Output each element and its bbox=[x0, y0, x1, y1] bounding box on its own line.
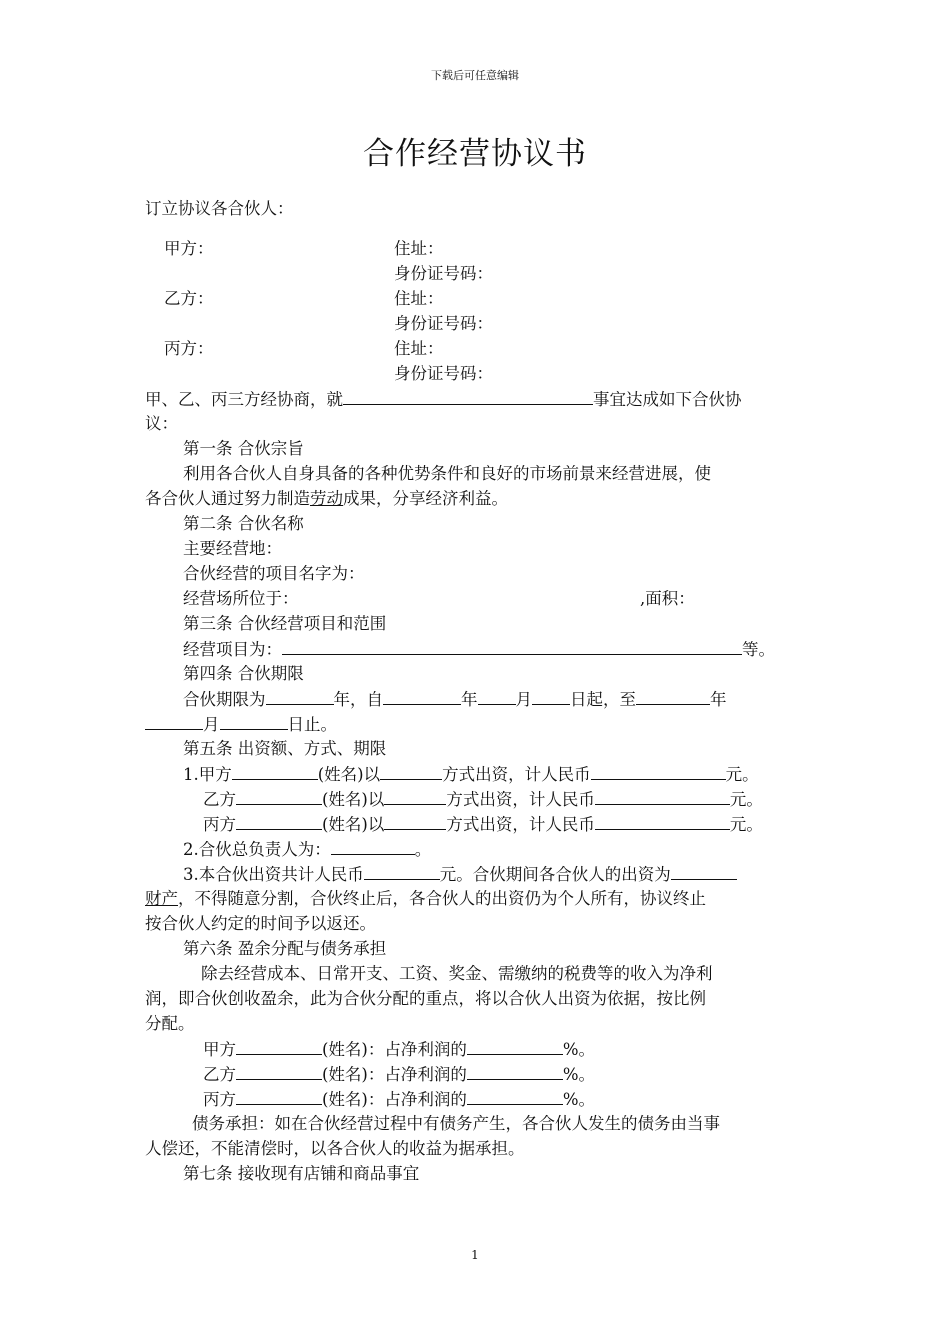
capital-nature-blank[interactable] bbox=[671, 863, 737, 880]
term-text-f: 年 bbox=[710, 690, 727, 709]
article-1-line-2 bbox=[145, 488, 508, 510]
preamble-text-b: 事宜达成如下合伙协 bbox=[593, 390, 742, 409]
party-c-label: 丙方： bbox=[164, 339, 214, 358]
party-a-label: 甲方： bbox=[164, 239, 214, 258]
term-line-1 bbox=[183, 688, 727, 711]
contribution-prefix: 1.甲方 bbox=[183, 765, 232, 784]
property-link[interactable]: 财产 bbox=[145, 889, 178, 908]
amount-blank[interactable] bbox=[595, 813, 730, 830]
name-blank[interactable] bbox=[236, 813, 322, 830]
total-capital-blank[interactable] bbox=[364, 863, 440, 880]
start-year-blank[interactable] bbox=[383, 688, 461, 705]
article-6-line-1: 除去经营成本、日常开支、工资、奖金、需缴纳的税费等的收入为净利 bbox=[201, 964, 713, 983]
article-3-title: 第三条 合伙经营项目和范围 bbox=[183, 614, 387, 633]
party-a-address: 住址： bbox=[394, 239, 444, 258]
contribution-unit: 元。 bbox=[729, 815, 763, 834]
contribution-row-c bbox=[203, 813, 763, 836]
amount-blank[interactable] bbox=[595, 788, 730, 805]
party-b-address: 住址： bbox=[394, 289, 444, 308]
amount-blank[interactable] bbox=[591, 763, 726, 780]
profit-row-a bbox=[203, 1038, 595, 1061]
term-text-a: 合伙期限为 bbox=[183, 690, 266, 709]
general-manager-line bbox=[183, 838, 431, 861]
contribution-mode: 方式出资，计人民币 bbox=[446, 815, 595, 834]
contribution-name: (姓名)以 bbox=[322, 790, 385, 809]
mode-blank[interactable] bbox=[384, 788, 446, 805]
article-1-text-a: 各合伙人通过努力制造 bbox=[145, 489, 310, 508]
contribution-name: (姓名)以 bbox=[322, 815, 385, 834]
profit-percent: %。 bbox=[562, 1065, 596, 1084]
business-items-suffix: 等。 bbox=[742, 640, 775, 659]
total-capital-text: 元。合伙期间各合伙人的出资为 bbox=[439, 865, 671, 884]
article-2-title: 第二条 合伙名称 bbox=[183, 514, 304, 533]
profit-row-c bbox=[203, 1088, 595, 1111]
article-1-title: 第一条 合伙宗旨 bbox=[183, 439, 304, 458]
profit-name: (姓名)：占净利润的 bbox=[322, 1040, 467, 1059]
profit-prefix: 丙方 bbox=[203, 1090, 236, 1109]
contribution-row-b bbox=[203, 788, 763, 811]
page-header: 下载后可任意编辑 bbox=[431, 69, 519, 82]
term-line-2 bbox=[145, 713, 337, 736]
capital-text-line bbox=[145, 888, 706, 910]
contribution-unit: 元。 bbox=[725, 765, 759, 784]
business-items-line bbox=[183, 638, 775, 661]
manager-blank[interactable] bbox=[331, 838, 415, 855]
article-7-title: 第七条 接收现有店铺和商品事宜 bbox=[183, 1164, 420, 1183]
term-text-d: 月 bbox=[515, 690, 532, 709]
article-1-text-c: 成果，分享经济利益。 bbox=[343, 489, 508, 508]
manager-label: 2.合伙总负责人为： bbox=[183, 840, 331, 859]
name-blank[interactable] bbox=[236, 1063, 322, 1080]
percent-blank[interactable] bbox=[467, 1038, 563, 1055]
contribution-row-a bbox=[183, 763, 759, 786]
percent-blank[interactable] bbox=[467, 1088, 563, 1105]
contribution-name: (姓名)以 bbox=[317, 765, 381, 784]
profit-name: (姓名)：占净利润的 bbox=[322, 1065, 467, 1084]
article-6-line-3: 分配。 bbox=[145, 1014, 195, 1033]
term-text-e: 日起，至 bbox=[570, 690, 636, 709]
party-b-id: 身份证号码： bbox=[394, 314, 493, 333]
end-day-blank[interactable] bbox=[220, 713, 288, 730]
party-c-id: 身份证号码： bbox=[394, 364, 493, 383]
article-5-title: 第五条 出资额、方式、期限 bbox=[183, 739, 387, 758]
capital-return-line: 按合伙人约定的时间予以返还。 bbox=[145, 914, 376, 933]
manager-suffix: 。 bbox=[414, 840, 432, 859]
profit-percent: %。 bbox=[562, 1040, 596, 1059]
name-blank[interactable] bbox=[236, 788, 322, 805]
article-4-title: 第四条 合伙期限 bbox=[183, 664, 304, 683]
mode-blank[interactable] bbox=[380, 763, 442, 780]
profit-prefix: 乙方 bbox=[203, 1065, 236, 1084]
preamble-line bbox=[145, 388, 742, 411]
term-text-g: 月 bbox=[203, 715, 220, 734]
intro-line: 订立协议各合伙人： bbox=[145, 199, 294, 218]
profit-percent: %。 bbox=[562, 1090, 596, 1109]
percent-blank[interactable] bbox=[467, 1063, 563, 1080]
contribution-unit: 元。 bbox=[729, 790, 763, 809]
labor-link[interactable]: 劳动 bbox=[310, 489, 343, 508]
start-month-blank[interactable] bbox=[478, 688, 516, 705]
profit-prefix: 甲方 bbox=[203, 1040, 236, 1059]
page-number: 1 bbox=[471, 1248, 479, 1262]
contribution-mode: 方式出资，计人民币 bbox=[446, 790, 595, 809]
business-items-blank[interactable] bbox=[282, 638, 742, 655]
matter-blank[interactable] bbox=[343, 388, 593, 405]
party-a-id: 身份证号码： bbox=[394, 264, 493, 283]
end-year-blank[interactable] bbox=[636, 688, 710, 705]
total-capital-line bbox=[183, 863, 737, 886]
article-6-title: 第六条 盈余分配与债务承担 bbox=[183, 939, 387, 958]
start-day-blank[interactable] bbox=[532, 688, 570, 705]
article-6-line-2: 润，即合伙创收盈余，此为合伙分配的重点，将以合伙人出资为依据，按比例 bbox=[145, 989, 706, 1008]
profit-name: (姓名)：占净利润的 bbox=[322, 1090, 467, 1109]
term-text-c: 年 bbox=[461, 690, 478, 709]
project-name-line: 合伙经营的项目名字为： bbox=[183, 564, 365, 583]
contribution-prefix: 丙方 bbox=[203, 815, 236, 834]
preamble-line-2: 议： bbox=[145, 414, 178, 433]
article-1-line-1: 利用各合伙人自身具备的各种优势条件和良好的市场前景来经营进展，使 bbox=[183, 464, 711, 483]
total-capital-label: 3.本合伙出资共计人民币 bbox=[183, 865, 364, 884]
capital-text: ，不得随意分割，合伙终止后，各合伙人的出资仍为个人所有，协议终止 bbox=[178, 889, 706, 908]
contribution-mode: 方式出资，计人民币 bbox=[442, 765, 591, 784]
main-place-line: 主要经营地： bbox=[183, 539, 282, 558]
term-text-h: 日止。 bbox=[287, 715, 337, 734]
name-blank[interactable] bbox=[236, 1088, 322, 1105]
preamble-text-a: 甲、乙、丙三方经协商，就 bbox=[145, 390, 343, 409]
name-blank[interactable] bbox=[232, 763, 318, 780]
document-title: 合作经营协议书 bbox=[363, 136, 587, 172]
profit-row-b bbox=[203, 1063, 595, 1086]
mode-blank[interactable] bbox=[384, 813, 446, 830]
debt-line-2: 人偿还，不能清偿时，以各合伙人的收益为据承担。 bbox=[145, 1139, 525, 1158]
party-b-label: 乙方： bbox=[164, 289, 214, 308]
term-years-blank[interactable] bbox=[266, 688, 334, 705]
area-line: ,面积： bbox=[640, 589, 695, 608]
term-text-b: 年，自 bbox=[333, 690, 383, 709]
name-blank[interactable] bbox=[236, 1038, 322, 1055]
site-line: 经营场所位于： bbox=[183, 589, 299, 608]
business-items-label: 经营项目为： bbox=[183, 640, 282, 659]
party-c-address: 住址： bbox=[394, 339, 444, 358]
end-month-blank[interactable] bbox=[145, 713, 203, 730]
debt-line-1: 债务承担：如在合伙经营过程中有债务产生，各合伙人发生的债务由当事 bbox=[192, 1114, 720, 1133]
contribution-prefix: 乙方 bbox=[203, 790, 236, 809]
